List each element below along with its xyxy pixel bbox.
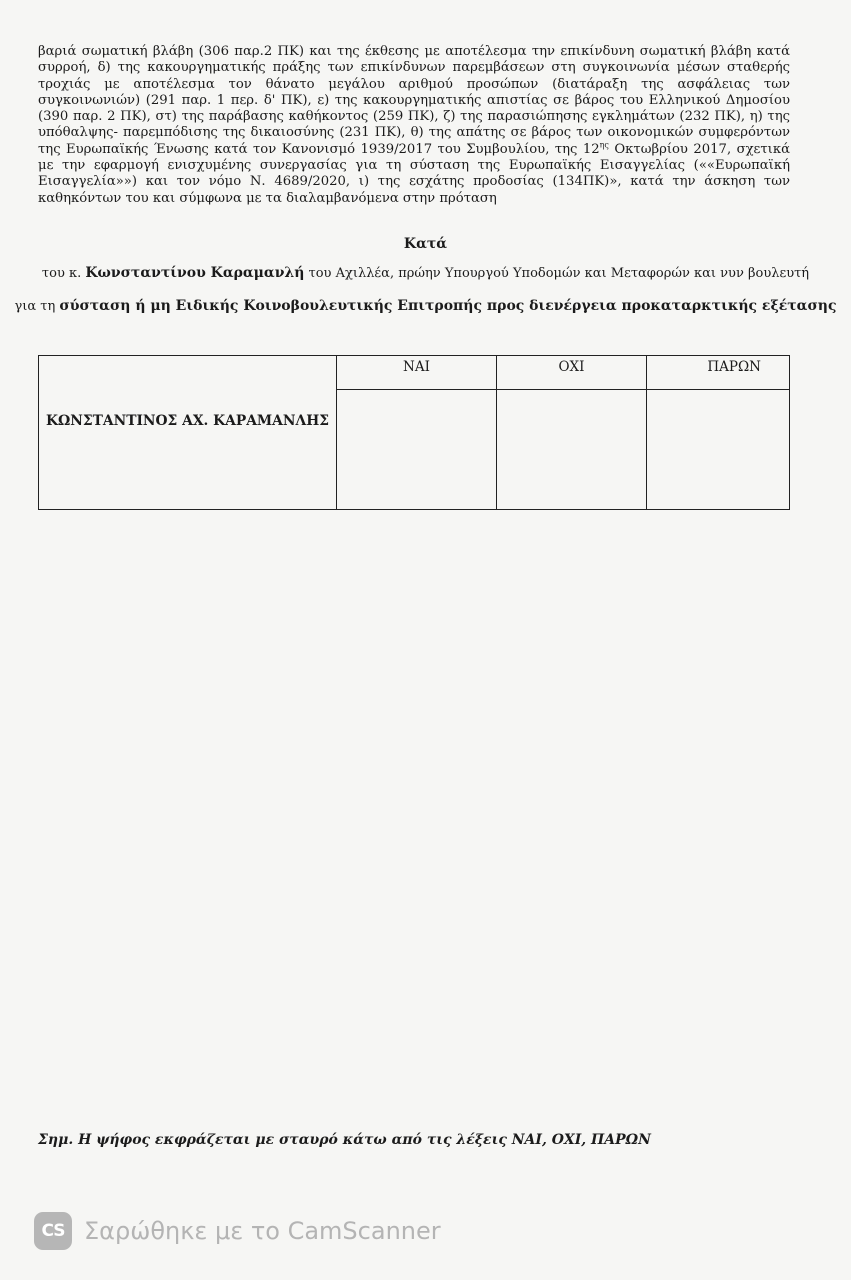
- camscanner-text: Σαρώθηκε με το CamScanner: [84, 1217, 441, 1245]
- heading-purpose-line: [0, 298, 851, 314]
- vote-header-yes: ΝΑΙ: [337, 356, 497, 390]
- heading-line2-prefix: για τη: [14, 299, 60, 314]
- heading-purpose-text: σύσταση ή μη Ειδικής Κοινοβουλευτικής Επιτροπής προς διενέργεια προκαταρκτικής εξέτασης: [59, 298, 837, 314]
- vote-header-no: ΟΧΙ: [497, 356, 647, 390]
- body-text-part2: Οκτωβρίου 2017, σχετικά με την εφαρμογή ενισχυμένης συνεργασίας για τη σύσταση της Ευρωπαϊκής Εισαγγελίας (««Ευρωπαϊκή Εισαγγελία»») και τον νόμο Ν. 4689/2020, ι) της εσχάτης προδοσίας (134ΠΚ)», κατά την άσκηση των καθηκόντων του και σύμφωνα με τα διαλαμβανόμενα στην πρόταση: [38, 141, 791, 206]
- vote-table-header-row: [39, 356, 790, 390]
- vote-header-present: ΠΑΡΩΝ: [647, 356, 790, 390]
- ordinal-superscript: ης: [599, 140, 609, 150]
- heading-person-name: Κωνσταντίνου Καραμανλή: [85, 265, 305, 281]
- heading-person-line: [0, 265, 851, 281]
- heading-line1-suffix: του Αχιλλέα, πρώην Υπουργού Υποδομών και Μεταφορών και νυν βουλευτή: [304, 266, 810, 281]
- footnote: Σημ. Η ψήφος εκφράζεται με σταυρό κάτω από τις λέξεις ΝΑΙ, ΟΧΙ, ΠΑΡΩΝ: [38, 1132, 651, 1148]
- camscanner-watermark: [34, 1211, 441, 1251]
- vote-cell-yes[interactable]: [337, 390, 497, 510]
- vote-cell-no[interactable]: [497, 390, 647, 510]
- body-paragraph: [38, 44, 790, 207]
- body-text-part1: βαριά σωματική βλάβη (306 παρ.2 ΠΚ) και της έκθεσης με αποτέλεσμα την επικίνδυνη σωματική βλάβη κατά συρροή, δ) της κακουργηματικής πράξης των επικίνδυνων παρεμβάσεων στη συγκοινωνία μέσων σταθερής τροχιάς με αποτέλεσμα τον θάνατο μεγάλου αριθμού προσώπων (διατάραξη της ασφάλειας των συγκοινωνιών) (291 παρ. 1 περ. δ' ΠΚ), ε) της κακουργηματικής απιστίας σε βάρος του Ελληνικού Δημοσίου (390 παρ. 2 ΠΚ), στ) της παράβασης καθήκοντος (259 ΠΚ), ζ) της παρασιώπησης εγκλημάτων (232 ΠΚ), η) της υπόθαλψης- παρεμπόδισης της δικαιοσύνης (231 ΠΚ), θ) της απάτης σε βάρος των οικονομικών συμφερόντων της Ευρωπαϊκής Ένωσης κατά τον Κανονισμό 1939/2017 του Συμβουλίου, της 12: [38, 44, 790, 157]
- heading-line1-prefix: του κ.: [41, 266, 86, 281]
- vote-table: [38, 355, 790, 510]
- vote-cell-present[interactable]: [647, 390, 790, 510]
- heading-kata: Κατά: [403, 236, 448, 252]
- member-name-cell: ΚΩΝΣΤΑΝΤΙΝΟΣ ΑΧ. ΚΑΡΑΜΑΝΛΗΣ: [39, 356, 337, 510]
- camscanner-logo-icon: CS: [34, 1212, 72, 1250]
